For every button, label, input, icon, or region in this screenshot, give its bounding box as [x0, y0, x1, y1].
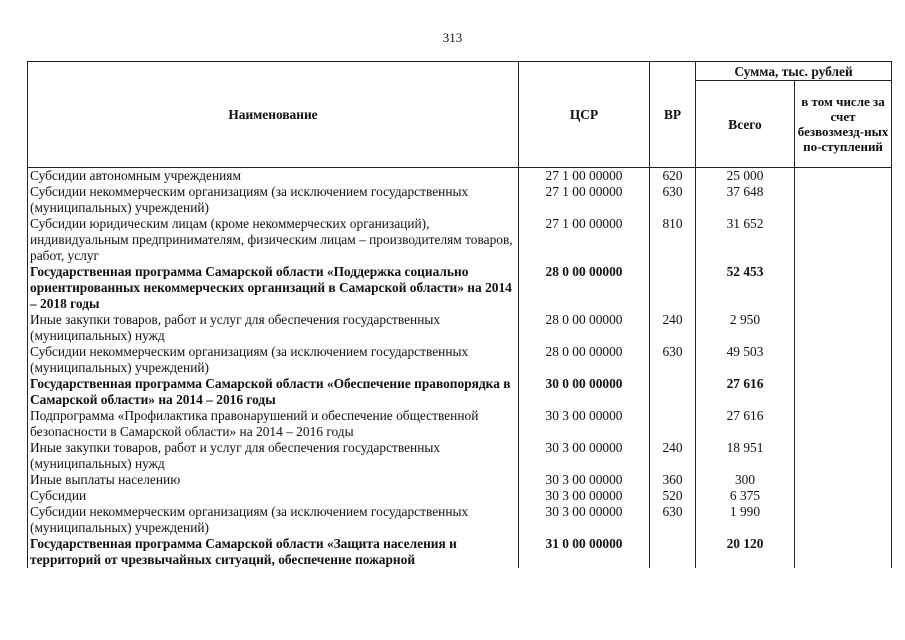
- row-name: Иные закупки товаров, работ и услуг для обеспечения государственных (муниципальных) нужд: [28, 440, 519, 472]
- row-name: Субсидии юридическим лицам (кроме некоммерческих организаций), индивидуальным предпринимателям, физическим лицам – производителям товаров, работ, услуг: [28, 216, 519, 264]
- row-total: 52 453: [696, 264, 795, 312]
- row-total: 31 652: [696, 216, 795, 264]
- column-header-name: Наименование: [28, 62, 519, 168]
- row-name: Государственная программа Самарской области «Поддержка социально ориентированных некоммерческих организаций в Самарской области» на 2014 – 2018 годы: [28, 264, 519, 312]
- row-total: 300: [696, 472, 795, 488]
- row-total: 18 951: [696, 440, 795, 472]
- row-vr: [650, 408, 696, 440]
- row-vr: [650, 536, 696, 568]
- row-vr: 630: [650, 504, 696, 536]
- column-header-sum: Сумма, тыс. рублей: [696, 62, 892, 81]
- table-row: [28, 168, 892, 185]
- table-row: [28, 488, 892, 504]
- row-total: 1 990: [696, 504, 795, 536]
- row-name: Иные закупки товаров, работ и услуг для обеспечения государственных (муниципальных) нужд: [28, 312, 519, 344]
- table-row: [28, 440, 892, 472]
- row-free: [795, 168, 892, 185]
- row-free: [795, 440, 892, 472]
- row-name: Субсидии: [28, 488, 519, 504]
- row-free: [795, 312, 892, 344]
- row-csr: 30 0 00 00000: [519, 376, 650, 408]
- column-header-csr: ЦСР: [519, 62, 650, 168]
- row-name: Государственная программа Самарской области «Защита населения и территорий от чрезвычайных ситуаций, обеспечение пожарной: [28, 536, 519, 568]
- row-csr: 30 3 00 00000: [519, 504, 650, 536]
- table-row: [28, 536, 892, 568]
- table-row: [28, 504, 892, 536]
- row-csr: 28 0 00 00000: [519, 312, 650, 344]
- row-vr: [650, 264, 696, 312]
- row-name: Государственная программа Самарской области «Обеспечение правопорядка в Самарской области» на 2014 – 2016 годы: [28, 376, 519, 408]
- row-csr: 28 0 00 00000: [519, 344, 650, 376]
- row-csr: 27 1 00 00000: [519, 184, 650, 216]
- table-body: [28, 168, 892, 569]
- row-free: [795, 264, 892, 312]
- row-total: 20 120: [696, 536, 795, 568]
- row-name: Субсидии некоммерческим организациям (за исключением государственных (муниципальных) учреждений): [28, 344, 519, 376]
- budget-table: [27, 61, 892, 568]
- row-vr: 240: [650, 312, 696, 344]
- row-vr: 810: [650, 216, 696, 264]
- row-name: Иные выплаты населению: [28, 472, 519, 488]
- row-csr: 27 1 00 00000: [519, 168, 650, 185]
- row-csr: 27 1 00 00000: [519, 216, 650, 264]
- page-number: 313: [442, 30, 463, 45]
- row-csr: 31 0 00 00000: [519, 536, 650, 568]
- table-row: [28, 344, 892, 376]
- row-free: [795, 472, 892, 488]
- row-free: [795, 504, 892, 536]
- row-csr: 30 3 00 00000: [519, 488, 650, 504]
- row-vr: [650, 376, 696, 408]
- table-row: [28, 376, 892, 408]
- row-vr: 240: [650, 440, 696, 472]
- row-free: [795, 344, 892, 376]
- row-free: [795, 408, 892, 440]
- row-total: 37 648: [696, 184, 795, 216]
- row-name: Субсидии некоммерческим организациям (за исключением государственных (муниципальных) учреждений): [28, 184, 519, 216]
- row-name: Подпрограмма «Профилактика правонарушений и обеспечение общественной безопасности в Самарской области» на 2014 – 2016 годы: [28, 408, 519, 440]
- row-csr: 30 3 00 00000: [519, 408, 650, 440]
- column-header-free-receipts: в том числе за счет безвозмезд-ных по-ступлений: [795, 81, 892, 168]
- row-name: Субсидии некоммерческим организациям (за исключением государственных (муниципальных) учреждений): [28, 504, 519, 536]
- table-row: [28, 408, 892, 440]
- row-total: 6 375: [696, 488, 795, 504]
- row-free: [795, 184, 892, 216]
- row-vr: 630: [650, 184, 696, 216]
- row-vr: 360: [650, 472, 696, 488]
- row-free: [795, 216, 892, 264]
- row-vr: 520: [650, 488, 696, 504]
- row-total: 25 000: [696, 168, 795, 185]
- table-row: [28, 264, 892, 312]
- row-total: 49 503: [696, 344, 795, 376]
- row-free: [795, 536, 892, 568]
- row-free: [795, 488, 892, 504]
- table-header: [28, 62, 892, 168]
- row-free: [795, 376, 892, 408]
- row-total: 27 616: [696, 408, 795, 440]
- row-csr: 28 0 00 00000: [519, 264, 650, 312]
- row-total: 27 616: [696, 376, 795, 408]
- table-row: [28, 312, 892, 344]
- column-header-vr: ВР: [650, 62, 696, 168]
- table-row: [28, 216, 892, 264]
- table-row: [28, 184, 892, 216]
- row-name: Субсидии автономным учреждениям: [28, 168, 519, 185]
- column-header-total: Всего: [696, 81, 795, 168]
- row-total: 2 950: [696, 312, 795, 344]
- table-row: [28, 472, 892, 488]
- row-csr: 30 3 00 00000: [519, 440, 650, 472]
- row-csr: 30 3 00 00000: [519, 472, 650, 488]
- row-vr: 620: [650, 168, 696, 185]
- row-vr: 630: [650, 344, 696, 376]
